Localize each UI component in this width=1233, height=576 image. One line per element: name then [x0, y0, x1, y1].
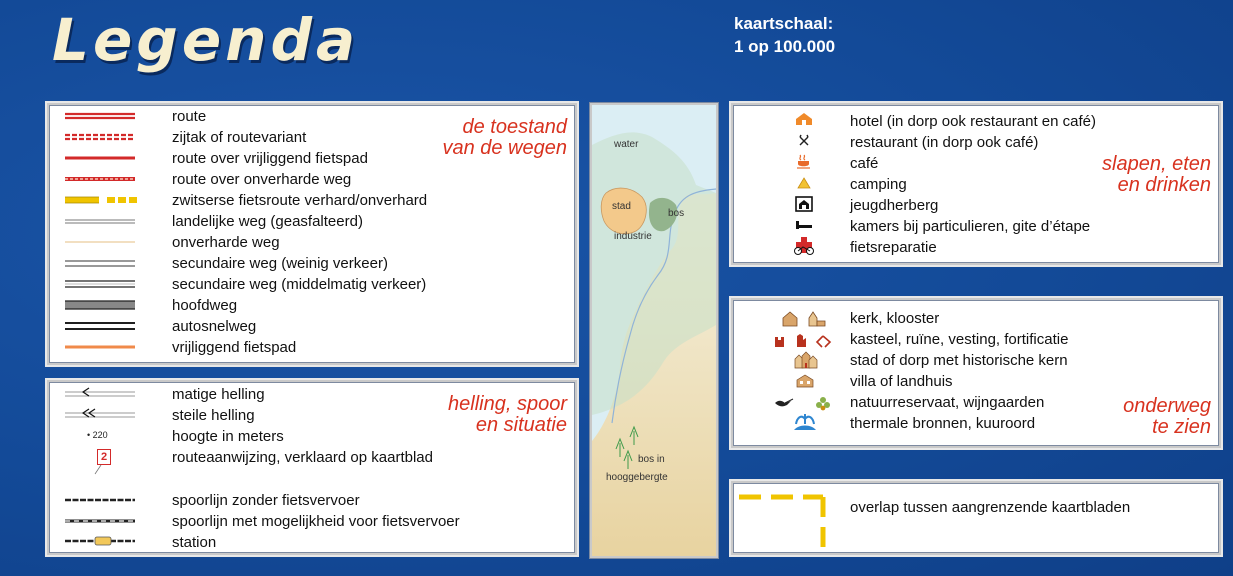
roads-panel-title [442, 117, 567, 159]
legend-label: onverharde weg [172, 234, 280, 251]
route-variant-line-icon [65, 131, 137, 143]
route-unpaved-line-icon [65, 173, 137, 185]
legend-label: kamers bij particulieren, gite d’étape [850, 218, 1091, 235]
legend-label: hotel (in dorp ook restaurant en café) [850, 113, 1096, 130]
map-label-mountain-2: hooggebergte [606, 472, 668, 483]
hotel-icon [795, 112, 813, 126]
legend-label: hoofdweg [172, 297, 238, 314]
legend-label: autosnelweg [172, 318, 257, 335]
map-label-town: stad [612, 201, 631, 212]
moderate-slope-icon [65, 386, 137, 400]
slope-title-line2: en situatie [475, 414, 567, 436]
cycle-path-line-icon [65, 341, 137, 353]
lodging-title-line1: slapen, eten [1102, 153, 1211, 175]
route-line-icon [65, 110, 137, 122]
slope-panel [47, 380, 577, 555]
legend-label: café [850, 155, 879, 172]
legend-label: kasteel, ruïne, vesting, fortificatie [850, 331, 1069, 348]
sights-panel [731, 298, 1221, 448]
cafe-icon [796, 153, 812, 169]
legend-label: kerk, klooster [850, 310, 940, 327]
legend-label: route over vrijliggend fietspad [172, 150, 368, 167]
sights-title-line2: te zien [1152, 416, 1211, 438]
route-cyclepath-line-icon [65, 152, 137, 164]
church-icon [781, 310, 827, 328]
lodging-title-line2: en drinken [1117, 174, 1211, 196]
legend-label: matige helling [172, 386, 265, 403]
legend-label: restaurant (in dorp ook café) [850, 134, 1039, 151]
sights-panel-title [1123, 396, 1211, 438]
map-label-industry: industrie [614, 231, 652, 242]
route-sign-icon [93, 449, 115, 475]
map-label-water: water [614, 139, 639, 150]
sample-map [590, 103, 718, 558]
nature-reserve-icon [773, 395, 835, 411]
legend-label: camping [850, 176, 907, 193]
unpaved-road-line-icon [65, 236, 137, 248]
lodging-panel [731, 103, 1221, 265]
villa-icon [796, 374, 814, 388]
steep-slope-icon [65, 407, 137, 421]
secondary-road-medium-icon [65, 278, 137, 290]
slope-title-line1: helling, spoor [448, 393, 567, 415]
railway-bikes-icon [65, 515, 137, 527]
slope-panel-title [448, 394, 567, 436]
youth-hostel-icon [795, 196, 813, 212]
legend-label: zwitserse fietsroute verhard/onverhard [172, 192, 428, 209]
sights-title-line1: onderweg [1123, 395, 1211, 417]
rural-road-line-icon [65, 215, 137, 227]
legend-label: routeaanwijzing, verklaard op kaartblad [172, 449, 433, 466]
map-label-mountain-1: bos in [638, 454, 665, 465]
legend-label: villa of landhuis [850, 373, 953, 390]
elevation-point-icon: • 220 [87, 430, 108, 440]
swiss-route-line-icon [65, 194, 137, 206]
legend-label: landelijke weg (geasfalteerd) [172, 213, 363, 230]
castle-icon [773, 332, 833, 348]
legend-label: route [172, 108, 207, 125]
bed-icon [795, 219, 813, 231]
secondary-road-light-icon [65, 257, 137, 269]
legend-label: overlap tussen aangrenzende kaartbladen [850, 499, 1131, 516]
roads-title-line2: van de wegen [442, 137, 567, 159]
legend-label: fietsreparatie [850, 239, 937, 256]
legend-label: secundaire weg (weinig verkeer) [172, 255, 388, 272]
bike-repair-icon [793, 237, 815, 255]
thermal-spring-icon [791, 412, 819, 432]
legend-title: Legenda [52, 6, 360, 74]
main-road-line-icon [65, 299, 137, 311]
legend-label: zijtak of routevariant [172, 129, 307, 146]
legend-label: vrijliggend fietspad [172, 339, 297, 356]
scale-label: kaartschaal: [734, 14, 834, 33]
legend-label: route over onverharde weg [172, 171, 352, 188]
legend-label: stad of dorp met historische kern [850, 352, 1068, 369]
legend-label: secundaire weg (middelmatig verkeer) [172, 276, 427, 293]
legend-label: spoorlijn met mogelijkheid voor fietsvervoer [172, 513, 460, 530]
elevation-sample: 220 [92, 430, 108, 440]
legend-label: steile helling [172, 407, 255, 424]
legend-label: hoogte in meters [172, 428, 284, 445]
station-icon [65, 535, 137, 547]
legend-label: jeugdherberg [850, 197, 939, 214]
sample-map-graphic [592, 105, 716, 556]
roads-panel [47, 103, 577, 365]
restaurant-icon [797, 134, 811, 148]
legend-label: natuurreservaat, wijngaarden [850, 394, 1045, 411]
scale-value: 1 op 100.000 [734, 37, 836, 56]
motorway-line-icon [65, 320, 137, 332]
lodging-panel-title [1102, 154, 1211, 196]
map-label-forest: bos [668, 208, 685, 219]
legend-label: spoorlijn zonder fietsvervoer [172, 492, 360, 509]
overlap-panel [731, 481, 1221, 555]
legend-label: station [172, 534, 217, 551]
camping-icon [797, 177, 811, 189]
map-scale [734, 12, 835, 58]
legend-label: thermale bronnen, kuuroord [850, 415, 1036, 432]
overlap-border-icon [733, 483, 833, 555]
railway-no-bikes-icon [65, 494, 137, 506]
route-sign-number: 2 [97, 449, 111, 465]
historic-town-icon [793, 351, 819, 369]
roads-title-line1: de toestand [462, 116, 567, 138]
